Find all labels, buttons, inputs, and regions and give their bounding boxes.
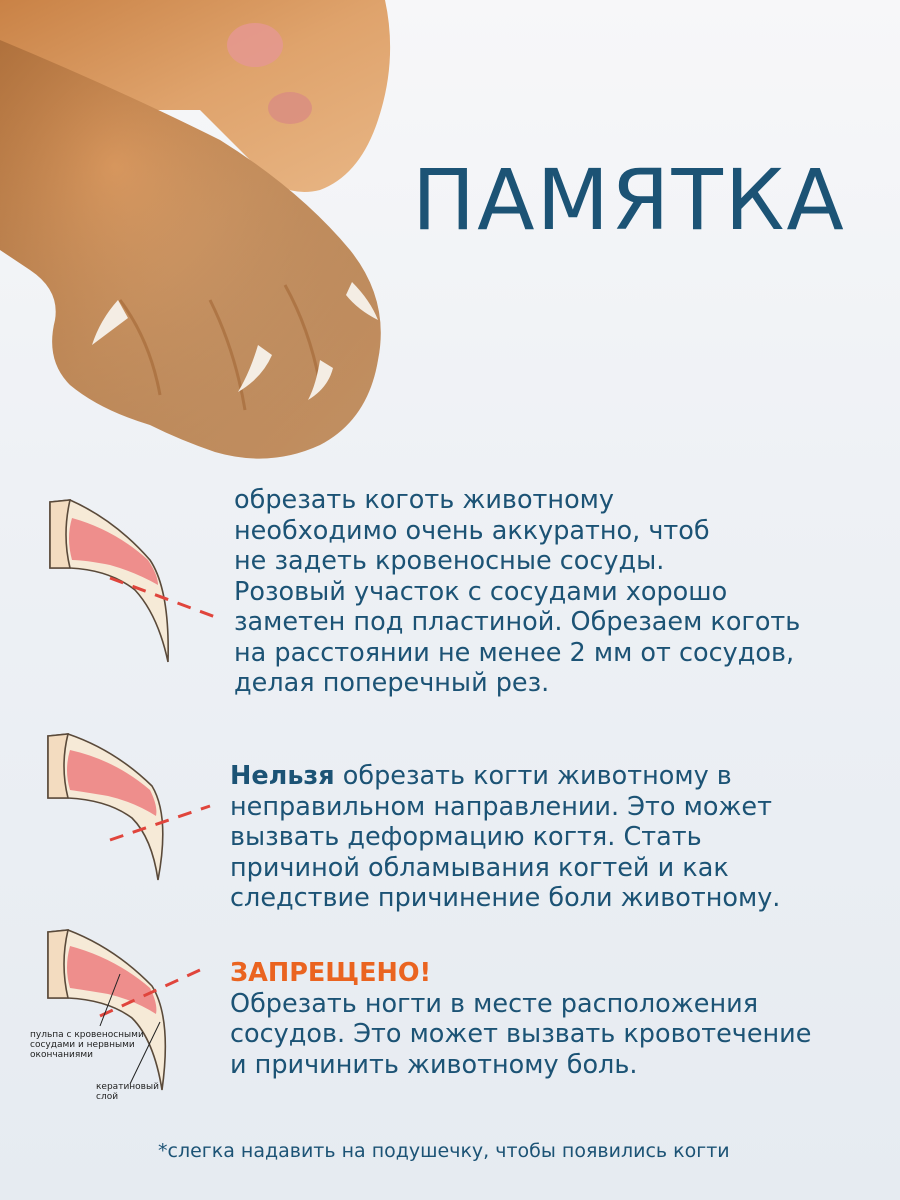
footnote: *слегка надавить на подушечку, чтобы появились когти	[158, 1140, 730, 1162]
text-line: делая поперечный рез.	[234, 668, 550, 698]
page-title: ПАМЯТКА	[412, 151, 846, 249]
text-line: обрезать коготь животному	[234, 485, 614, 515]
warning-heading: ЗАПРЕЩЕНО!	[230, 958, 432, 988]
text-line: необходимо очень аккуратно, чтоб	[234, 515, 710, 546]
text-line: Нельзя обрезать когти животному в	[230, 761, 732, 791]
text-line: Обрезать ногти в месте расположения	[230, 988, 759, 1019]
pulp-label: пульпа с кровеносными сосудами и нервными окончаниями	[30, 1030, 144, 1060]
text-line: Розовый участок с сосудами хорошо	[234, 576, 728, 607]
cat-paw-photo	[0, 0, 420, 470]
claw-diagram-icon	[40, 728, 220, 888]
text-line: неправильном направлении. Это может	[230, 791, 772, 822]
bold-word: Нельзя	[230, 761, 335, 791]
claw-diagram-icon	[40, 490, 220, 670]
text-line: причиной обламывания когтей и как	[230, 852, 729, 883]
keratin-label: кератиновый слой	[96, 1082, 159, 1102]
instruction-wrong-direction	[230, 761, 890, 914]
text-line: и причинить животному боль.	[230, 1049, 638, 1080]
text-line: сосудов. Это может вызвать кровотечение	[230, 1019, 812, 1049]
instruction-forbidden	[230, 958, 890, 1080]
text-line: на расстоянии не менее 2 мм от сосудов,	[234, 637, 795, 668]
text-line: заметен под пластиной. Обрезаем коготь	[234, 607, 801, 637]
instruction-correct	[234, 485, 874, 699]
text-line: следствие причинение боли животному.	[230, 883, 781, 913]
text-line: не задеть кровеносные сосуды.	[234, 546, 665, 576]
text-line: вызвать деформацию когтя. Стать	[230, 822, 702, 852]
